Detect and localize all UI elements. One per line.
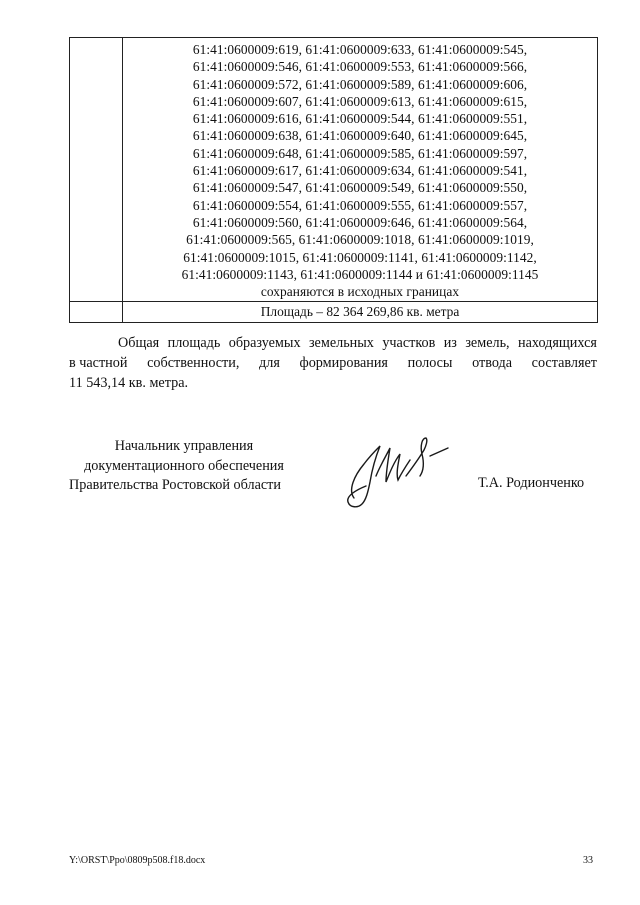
paragraph-line [69,353,597,373]
cadastral-line: 61:41:0600009:617, 61:41:0600009:634, 61:41:0600009:541, [192,163,528,179]
cadastral-lines [123,38,597,301]
land-plots-table [69,37,598,323]
signer-position-line: Начальник управления [114,438,254,454]
signer-position-line: документационного обеспечения [84,457,284,474]
handwritten-signature [340,426,460,516]
table-cell-number [70,38,123,302]
cadastral-line: 61:41:0600009:554, 61:41:0600009:555, 61:41:0600009:557, [192,197,528,213]
table-cell-area: Площадь – 82 364 269,86 кв. метра [123,302,598,323]
signer-position [69,437,299,496]
paragraph-word: полосы [407,355,453,371]
paragraph-word: составляет [531,355,597,371]
paragraph-word: участков [382,335,436,351]
signer-name: Т.А. Родионченко [478,475,585,491]
paragraph-line [69,333,597,353]
cadastral-line: 61:41:0600009:572, 61:41:0600009:589, 61:41:0600009:606, [192,76,528,92]
cadastral-line: 61:41:0600009:607, 61:41:0600009:613, 61:41:0600009:615, [192,93,528,109]
paragraph-word: отвода [472,355,513,371]
cadastral-line: 61:41:0600009:648, 61:41:0600009:585, 61:41:0600009:597, [192,145,528,161]
paragraph-word: находящихся [518,335,597,351]
cadastral-line: 61:41:0600009:619, 61:41:0600009:633, 61:41:0600009:545, [192,42,528,57]
table-cell-cadastral-numbers [123,38,598,302]
table-row [70,302,598,323]
paragraph-word: собственности, [147,355,240,371]
paragraph-word: в частной [69,355,128,371]
paragraph-text: 11 543,14 кв. метра. [69,375,189,391]
cadastral-line: 61:41:0600009:638, 61:41:0600009:640, 61:41:0600009:645, [192,128,528,144]
cadastral-line: 61:41:0600009:616, 61:41:0600009:544, 61:41:0600009:551, [192,111,528,127]
cadastral-line: 61:41:0600009:1015, 61:41:0600009:1141, 61:41:0600009:1142, [183,249,537,265]
page-number: 33 [583,855,593,866]
paragraph-line [69,373,597,393]
paragraph-word: земель, [465,335,510,351]
table-cell-number [70,302,123,323]
cadastral-line: сохраняются в исходных границах [260,284,460,300]
cadastral-line: 61:41:0600009:547, 61:41:0600009:549, 61:41:0600009:550, [192,180,528,196]
paragraph-word: Общая [118,335,160,351]
cadastral-line: 61:41:0600009:546, 61:41:0600009:553, 61:41:0600009:566, [192,59,528,75]
signer-position-line: Правительства Ростовской области [69,477,281,493]
paragraph-word: для [259,355,280,371]
paragraph-word: формирования [299,355,388,371]
cadastral-line: 61:41:0600009:560, 61:41:0600009:646, 61:41:0600009:564, [192,214,528,230]
table-row [70,38,598,302]
paragraph-word: из [443,335,457,351]
file-path: Y:\ORST\Ppo\0809p508.f18.docx [69,855,206,866]
paragraph-word: площадь [167,335,221,351]
paragraph-word: земельных [308,335,374,351]
paragraph-word: образуемых [228,335,301,351]
cadastral-line: 61:41:0600009:1143, 61:41:0600009:1144 и 61:41:0600009:1145 [181,266,539,282]
total-area-paragraph [69,333,597,393]
cadastral-line: 61:41:0600009:565, 61:41:0600009:1018, 61:41:0600009:1019, [186,232,534,248]
